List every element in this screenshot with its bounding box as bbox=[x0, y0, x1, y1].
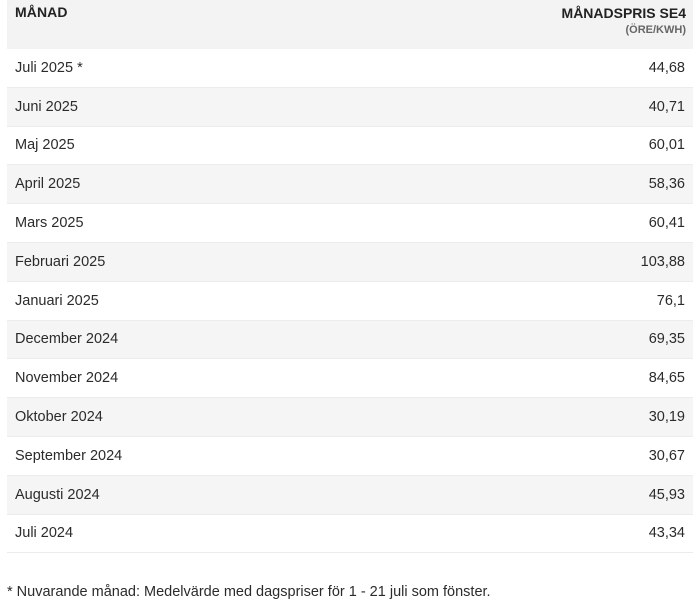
column-header-price-label: MÅNADSPRIS SE4 bbox=[561, 5, 686, 21]
row-month: Juli 2024 bbox=[15, 525, 74, 542]
row-price: 69,35 bbox=[648, 331, 685, 348]
table-row bbox=[7, 321, 693, 360]
row-price: 60,01 bbox=[648, 137, 685, 154]
row-price: 30,19 bbox=[648, 409, 685, 426]
row-price: 45,93 bbox=[648, 486, 685, 503]
table-header bbox=[7, 0, 693, 49]
column-header-price-unit: (ÖRE/KWH) bbox=[625, 24, 686, 36]
table-row bbox=[7, 88, 693, 127]
row-month: Maj 2025 bbox=[15, 137, 75, 154]
table-row bbox=[7, 243, 693, 282]
row-price: 40,71 bbox=[648, 98, 685, 115]
row-price: 30,67 bbox=[648, 447, 685, 464]
column-header-price bbox=[562, 4, 686, 38]
table-row bbox=[7, 165, 693, 204]
row-price: 60,41 bbox=[648, 215, 685, 232]
table-row bbox=[7, 204, 693, 243]
table-row bbox=[7, 359, 693, 398]
table-row bbox=[7, 49, 693, 88]
row-month: Augusti 2024 bbox=[15, 486, 100, 503]
column-header-month: MÅNAD bbox=[15, 4, 68, 20]
row-price: 44,68 bbox=[648, 59, 685, 76]
table-row bbox=[7, 127, 693, 166]
row-month: September 2024 bbox=[15, 447, 123, 464]
row-month: November 2024 bbox=[15, 370, 119, 387]
price-table bbox=[7, 0, 693, 553]
row-month: Juli 2025 * bbox=[15, 59, 83, 76]
footnote: * Nuvarande månad: Medelvärde med dagspriser för 1 - 21 juli som fönster. bbox=[7, 584, 491, 600]
table-row bbox=[7, 437, 693, 476]
row-price: 76,1 bbox=[656, 292, 685, 309]
row-price: 43,34 bbox=[648, 525, 685, 542]
row-month: December 2024 bbox=[15, 331, 119, 348]
row-month: Januari 2025 bbox=[15, 292, 99, 309]
row-month: Februari 2025 bbox=[15, 253, 106, 270]
table-row bbox=[7, 282, 693, 321]
row-month: Oktober 2024 bbox=[15, 409, 103, 426]
row-month: April 2025 bbox=[15, 176, 81, 193]
row-price: 103,88 bbox=[640, 253, 685, 270]
table-row bbox=[7, 398, 693, 437]
table-row bbox=[7, 515, 693, 554]
table-row bbox=[7, 476, 693, 515]
table-body bbox=[7, 49, 693, 553]
row-month: Mars 2025 bbox=[15, 215, 84, 232]
row-price: 84,65 bbox=[648, 370, 685, 387]
row-month: Juni 2025 bbox=[15, 98, 78, 115]
row-price: 58,36 bbox=[648, 176, 685, 193]
